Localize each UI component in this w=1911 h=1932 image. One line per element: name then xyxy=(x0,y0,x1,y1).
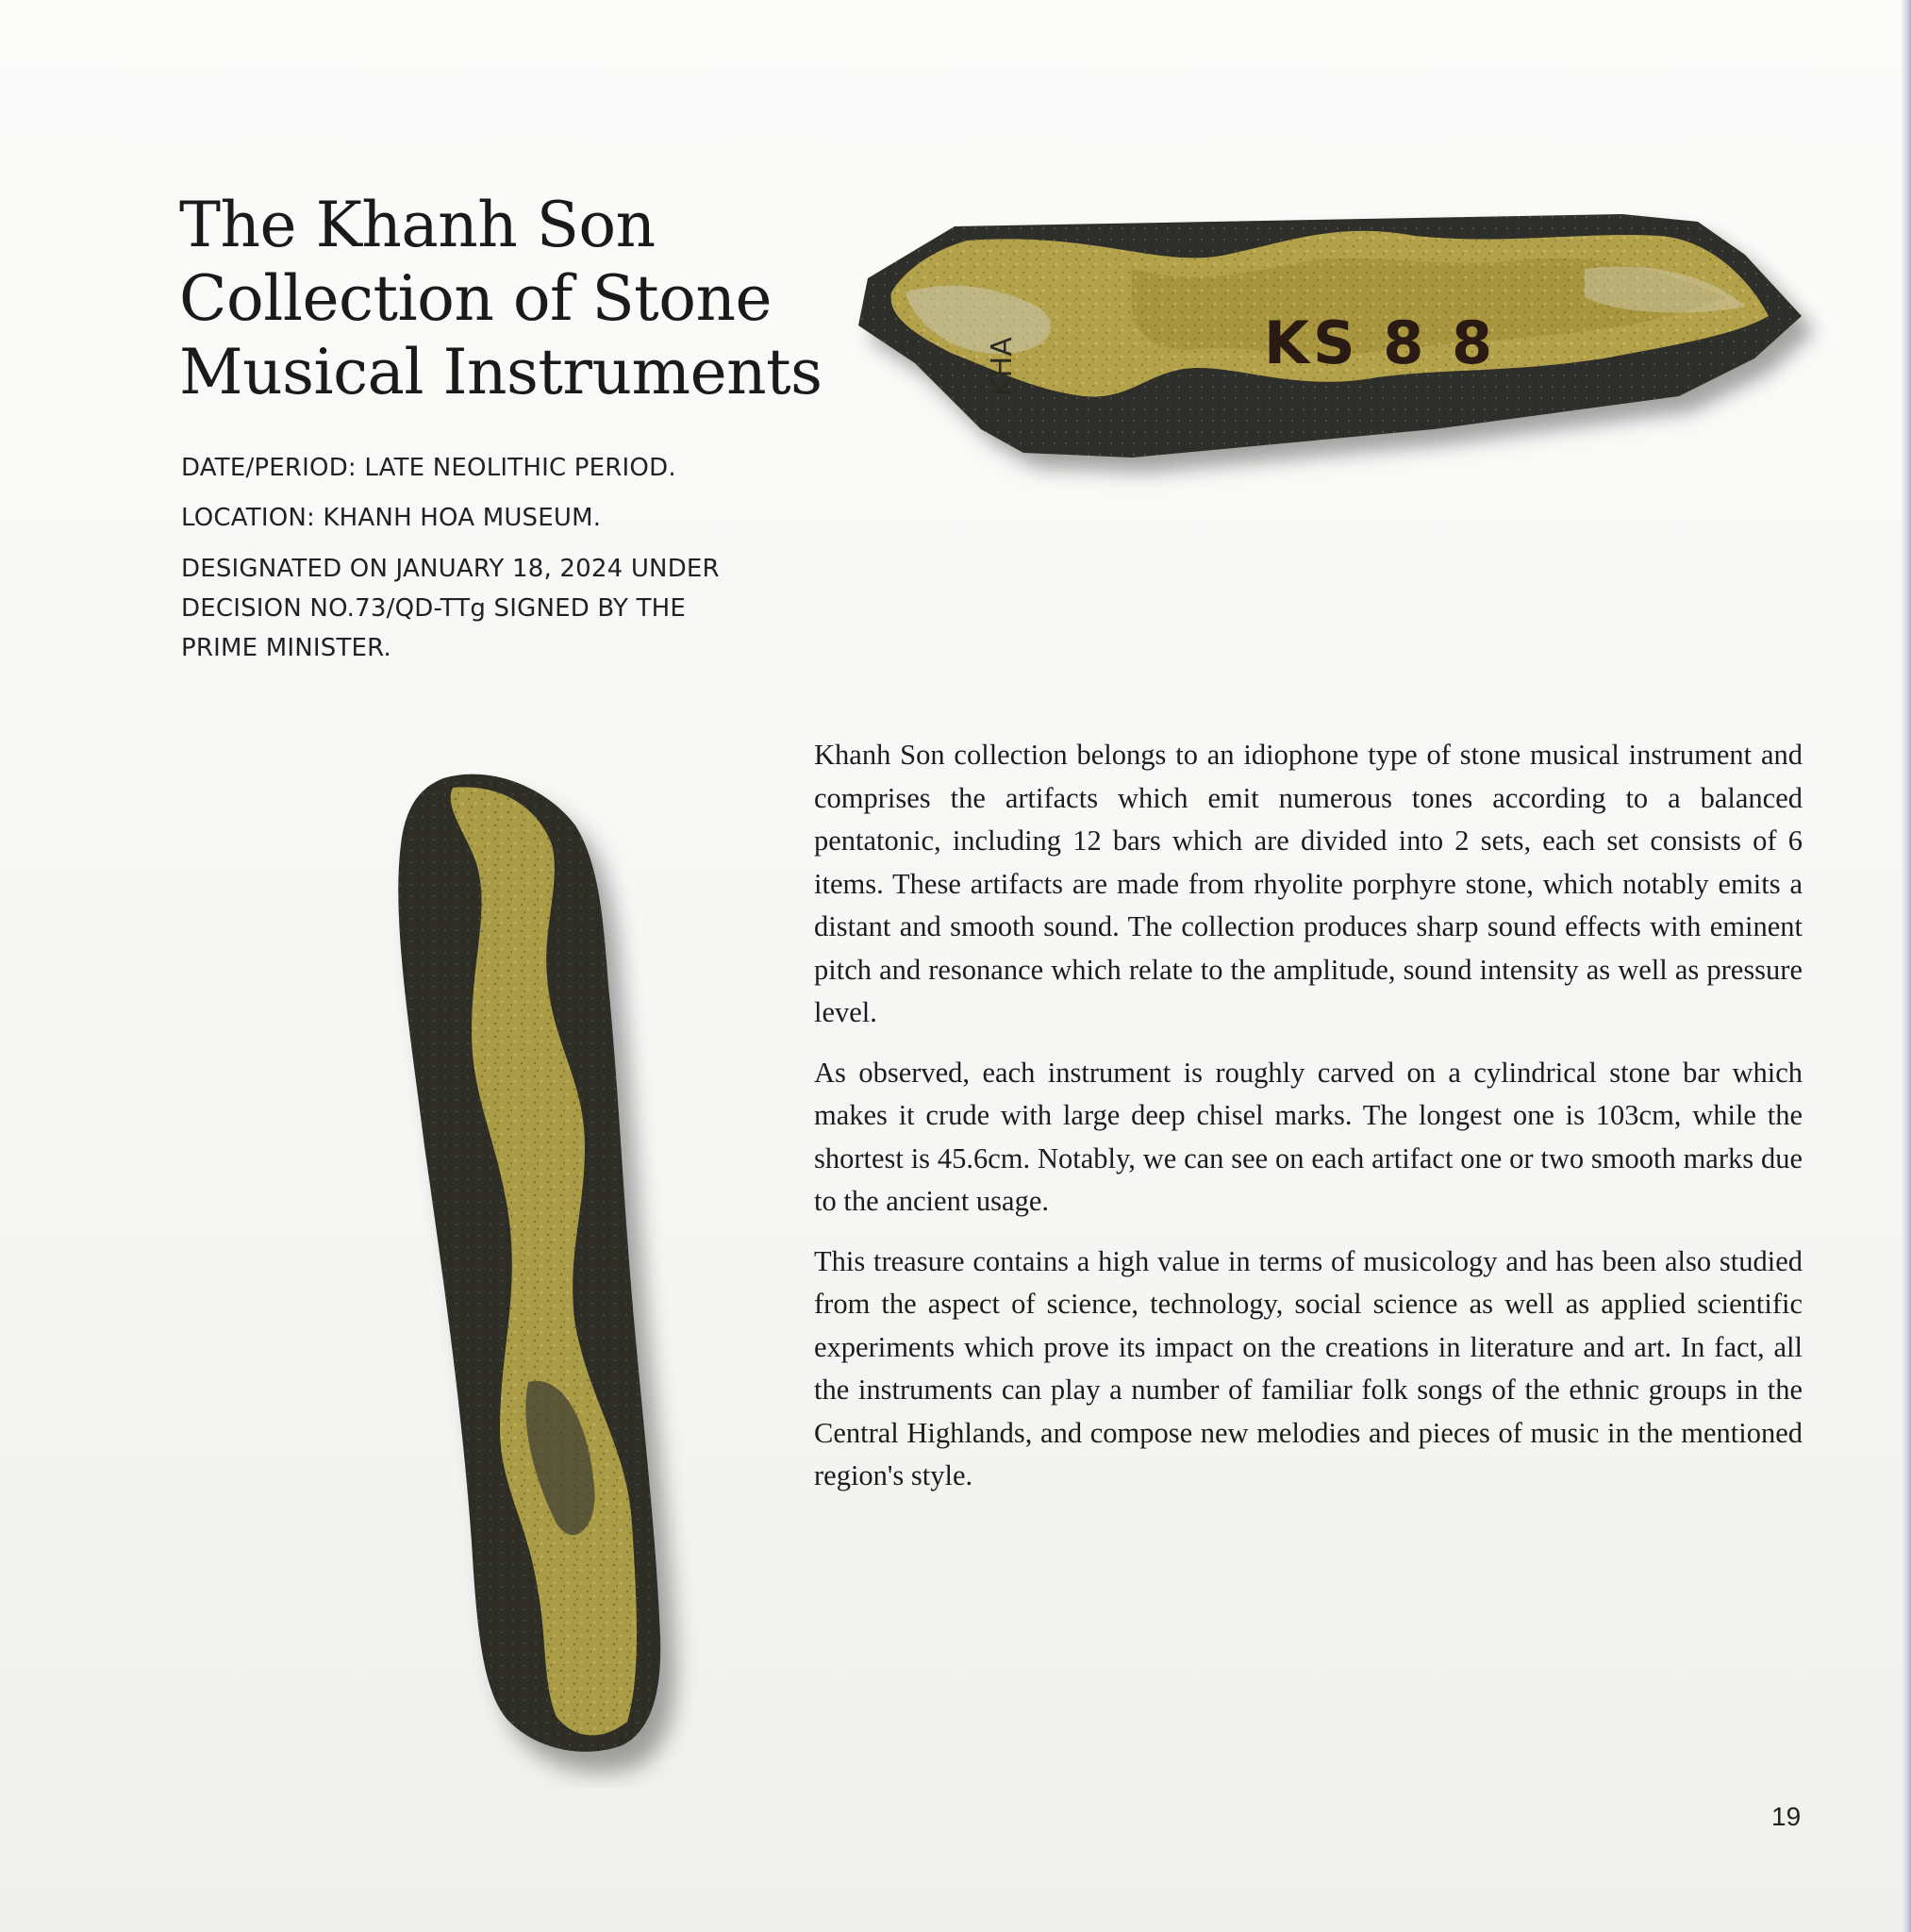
artifact-metadata xyxy=(181,449,747,680)
title-line-3: Musical Instruments xyxy=(179,336,823,408)
page-edge xyxy=(1902,0,1911,1932)
stone-bar-photo-vertical xyxy=(387,769,698,1788)
title-line-2: Collection of Stone xyxy=(179,262,773,335)
location: LOCATION: KHANH HOA MUSEUM. xyxy=(181,504,602,532)
body-text xyxy=(814,734,1803,1515)
designation-line-1: DESIGNATED ON JANUARY 18, 2024 UNDER xyxy=(181,555,720,583)
paragraph-3: This treasure contains a high value in terms of musicology and has been also studied from the aspect of science, technology, social science as well as applied scientific experiments which prove its impact on the creations in literature and art. In fact, all the instruments can play a number of familiar folk songs of the ethnic groups in the Central Highlands, and compose new melodies and pieces of music in the mentioned region's style. xyxy=(814,1244,1803,1491)
stone-label-side: KHA xyxy=(986,337,1019,396)
paragraph-2: As observed, each instrument is roughly carved on a cylindrical stone bar which makes it crude with large deep chisel marks. The longest one is 103cm, while the shortest is 45.6cm. Notably, we can see on each artifact one or two smooth marks due to the ancient usage. xyxy=(814,1056,1803,1217)
title-line-1: The Khanh Son xyxy=(179,189,656,261)
stone-bar-photo-horizontal xyxy=(849,203,1830,542)
designation-line-3: PRIME MINISTER. xyxy=(181,634,391,662)
page-number: 19 xyxy=(1771,1802,1802,1831)
designation-line-2: DECISION NO.73/QD-TTg SIGNED BY THE xyxy=(181,594,687,623)
designation xyxy=(181,549,747,668)
date-period: DATE/PERIOD: LATE NEOLITHIC PERIOD. xyxy=(181,454,676,482)
stone-label-main: KS 8 8 xyxy=(1264,308,1497,377)
page-title xyxy=(179,189,823,409)
paragraph-1: Khanh Son collection belongs to an idiophone type of stone musical instrument and comprises the artifacts which emit numerous tones according to a balanced pentatonic, including 12 bars which are divided into 2 sets, each set consists of 6 items. These artifacts are made from rhyolite porphyre stone, which notably emits a distant and smooth sound. The collection produces sharp sound effects with eminent pitch and resonance which relate to the amplitude, sound intensity as well as pressure level. xyxy=(814,739,1803,1028)
